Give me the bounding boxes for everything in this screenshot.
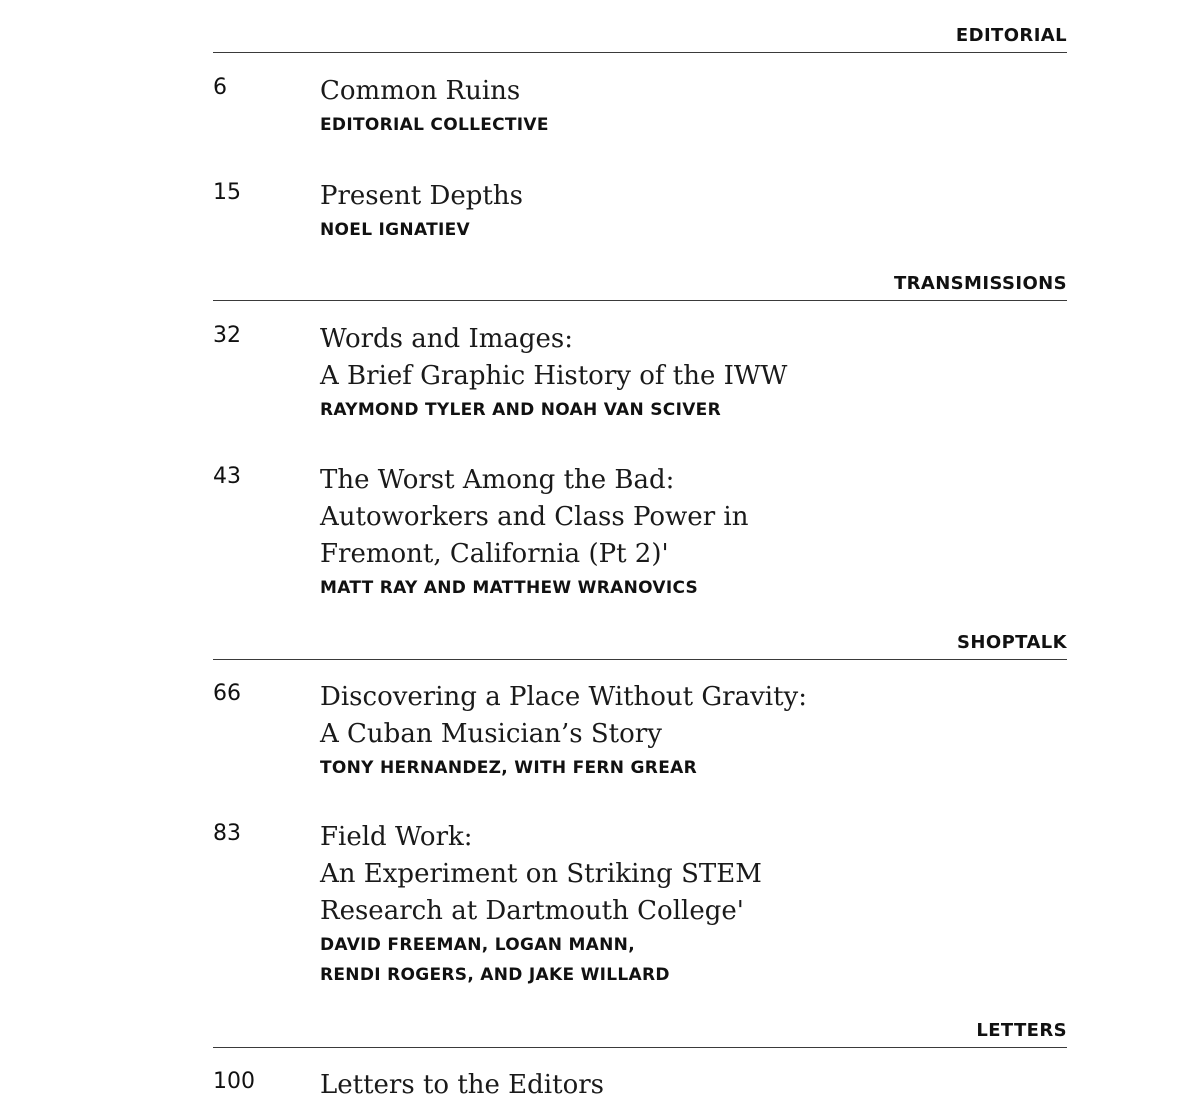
entry-author: MATT RAY AND MATTHEW WRANOVICS <box>320 578 699 598</box>
page-number: 66 <box>213 681 241 706</box>
section-editorial <box>213 0 1067 53</box>
section-title: LETTERS <box>976 1020 1067 1041</box>
entry-title: A Brief Graphic History of the IWW <box>320 361 788 391</box>
section-title: TRANSMISSIONS <box>893 273 1067 294</box>
entry-title: Research at Dartmouth College' <box>320 896 744 926</box>
section-letters <box>213 995 1067 1048</box>
entry-body <box>320 819 1020 990</box>
page-number: 32 <box>213 323 241 348</box>
entry-body <box>320 1067 1020 1104</box>
entry-author: RENDI ROGERS, AND JAKE WILLARD <box>320 965 670 985</box>
section-transmissions <box>213 248 1067 301</box>
section-title: EDITORIAL <box>955 25 1067 46</box>
entry-author: DAVID FREEMAN, LOGAN MANN, <box>320 935 635 955</box>
entry-title: Autoworkers and Class Power in <box>320 502 749 532</box>
entry-title: Letters to the Editors <box>320 1070 604 1100</box>
section-title: SHOPTALK <box>957 632 1067 653</box>
entry-author: RAYMOND TYLER AND NOAH VAN SCIVER <box>320 400 721 420</box>
entry-body <box>320 462 1020 603</box>
entry-title: An Experiment on Striking STEM <box>320 859 762 889</box>
page-number: 83 <box>213 821 241 846</box>
page-number: 43 <box>213 464 241 489</box>
entry-title: Field Work: <box>320 822 473 852</box>
entry-title: Discovering a Place Without Gravity: <box>320 682 807 712</box>
entry-author: NOEL IGNATIEV <box>320 220 470 240</box>
entry-title: The Worst Among the Bad: <box>320 465 675 495</box>
entry-body <box>320 321 1020 425</box>
entry-body <box>320 679 1020 783</box>
section-header <box>213 0 1067 53</box>
entry-body <box>320 73 1020 140</box>
entry-title: A Cuban Musician’s Story <box>320 719 662 749</box>
entry-title: Fremont, California (Pt 2)' <box>320 539 669 569</box>
page-number: 100 <box>213 1069 255 1094</box>
page-number: 6 <box>213 75 227 100</box>
entry-title: Words and Images: <box>320 324 574 354</box>
section-header <box>213 995 1067 1048</box>
section-shoptalk <box>213 607 1067 660</box>
section-header <box>213 607 1067 660</box>
section-header <box>213 248 1067 301</box>
entry-body <box>320 178 1020 245</box>
entry-title: Present Depths <box>320 181 523 211</box>
entry-author: EDITORIAL COLLECTIVE <box>320 115 549 135</box>
entry-title: Common Ruins <box>320 76 521 106</box>
entry-author: TONY HERNANDEZ, WITH FERN GREAR <box>320 758 697 778</box>
page-number: 15 <box>213 180 241 205</box>
